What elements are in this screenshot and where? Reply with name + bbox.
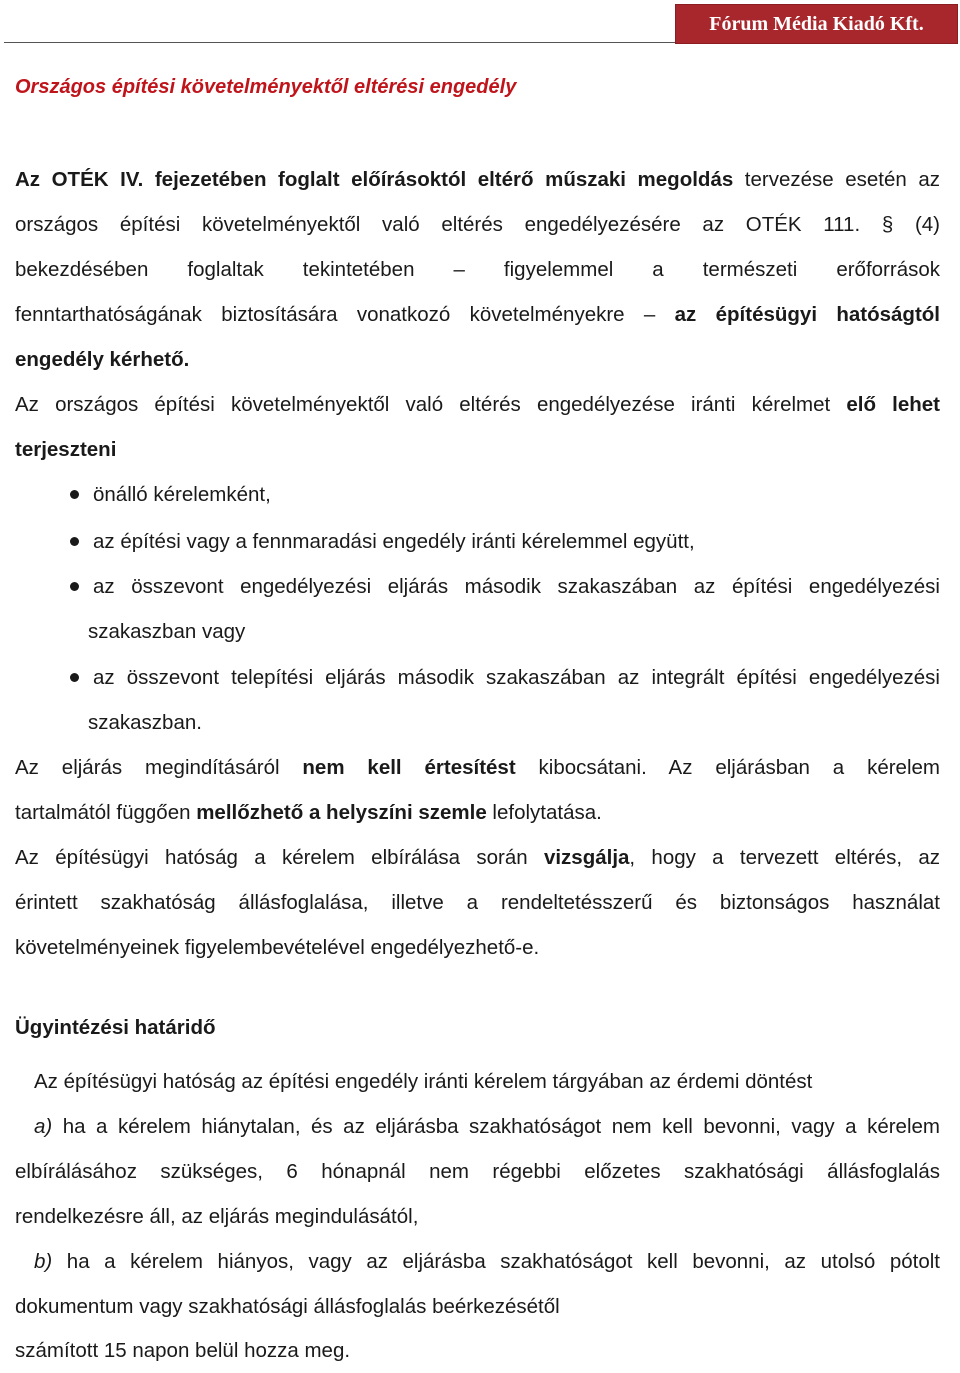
page-title: Országos építési követelményektől eltérési engedély xyxy=(15,76,517,98)
bullet-dot-icon xyxy=(70,490,79,499)
intro-line-1: Az OTÉK IV. fejezetében foglalt előírásoktól eltérő műszaki megoldás tervezése esetén az xyxy=(15,168,940,191)
deadline-intro: Az építésügyi hatóság az építési engedély iránti kérelem tárgyában az érdemi döntést xyxy=(34,1070,813,1093)
deadline-b-line-2: dokumentum vagy szakhatósági állásfoglalás beérkezésétől xyxy=(15,1295,560,1318)
deadline-a-line-3: rendelkezésre áll, az eljárás megindulásától, xyxy=(15,1205,419,1228)
intro-line-4: fenntarthatóságának biztosítására vonatkozó követelményekre – az építésügyi hatóságtól xyxy=(15,303,940,326)
publisher-badge: Fórum Média Kiadó Kft. xyxy=(675,4,958,44)
notify-line-2: tartalmától függően mellőzhető a helyszíni szemle lefolytatása. xyxy=(15,801,602,824)
section-heading: Ügyintézési határidő xyxy=(15,1016,216,1039)
request-line-2: terjeszteni xyxy=(15,438,117,461)
review-line-3: követelményeinek figyelembevételével engedélyezhető-e. xyxy=(15,936,540,959)
header-rule xyxy=(4,42,676,43)
review-line-2: érintett szakhatóság állásfoglalása, illetve a rendeltetésszerű és biztonságos használat xyxy=(15,891,940,914)
notify-line-1: Az eljárás megindításáról nem kell értesítést kibocsátani. Az eljárásban a kérelem xyxy=(15,756,940,779)
intro-line-3: bekezdésében foglaltak tekintetében – figyelemmel a természeti erőforrások xyxy=(15,258,940,281)
bullet-dot-icon xyxy=(70,582,79,591)
deadline-closing: számított 15 napon belül hozza meg. xyxy=(15,1339,351,1362)
review-line-1: Az építésügyi hatóság a kérelem elbírálása során vizsgálja, hogy a tervezett eltérés, az xyxy=(15,846,940,869)
request-line-1: Az országos építési követelményektől való eltérés engedélyezése iránti kérelmet elő lehet xyxy=(15,393,940,416)
bullet-continuation: szakaszban. xyxy=(88,711,202,734)
deadline-b-line-1: b) ha a kérelem hiányos, vagy az eljárásba szakhatóságot kell bevonni, az utolsó pótolt xyxy=(34,1250,940,1273)
intro-line-2: országos építési követelményektől való eltérés engedélyezésére az OTÉK 111. § (4) xyxy=(15,213,940,236)
bullet-dot-icon xyxy=(70,537,79,546)
bullet-continuation: szakaszban vagy xyxy=(88,620,246,643)
deadline-a-line-1: a) ha a kérelem hiánytalan, és az eljárásba szakhatóságot nem kell bevonni, vagy a kérelem xyxy=(34,1115,940,1138)
deadline-a-line-2: elbírálásához szükséges, 6 hónapnál nem régebbi előzetes szakhatósági állásfoglalás xyxy=(15,1160,940,1183)
intro-line-5: engedély kérhető. xyxy=(15,348,190,371)
bullet-dot-icon xyxy=(70,673,79,682)
